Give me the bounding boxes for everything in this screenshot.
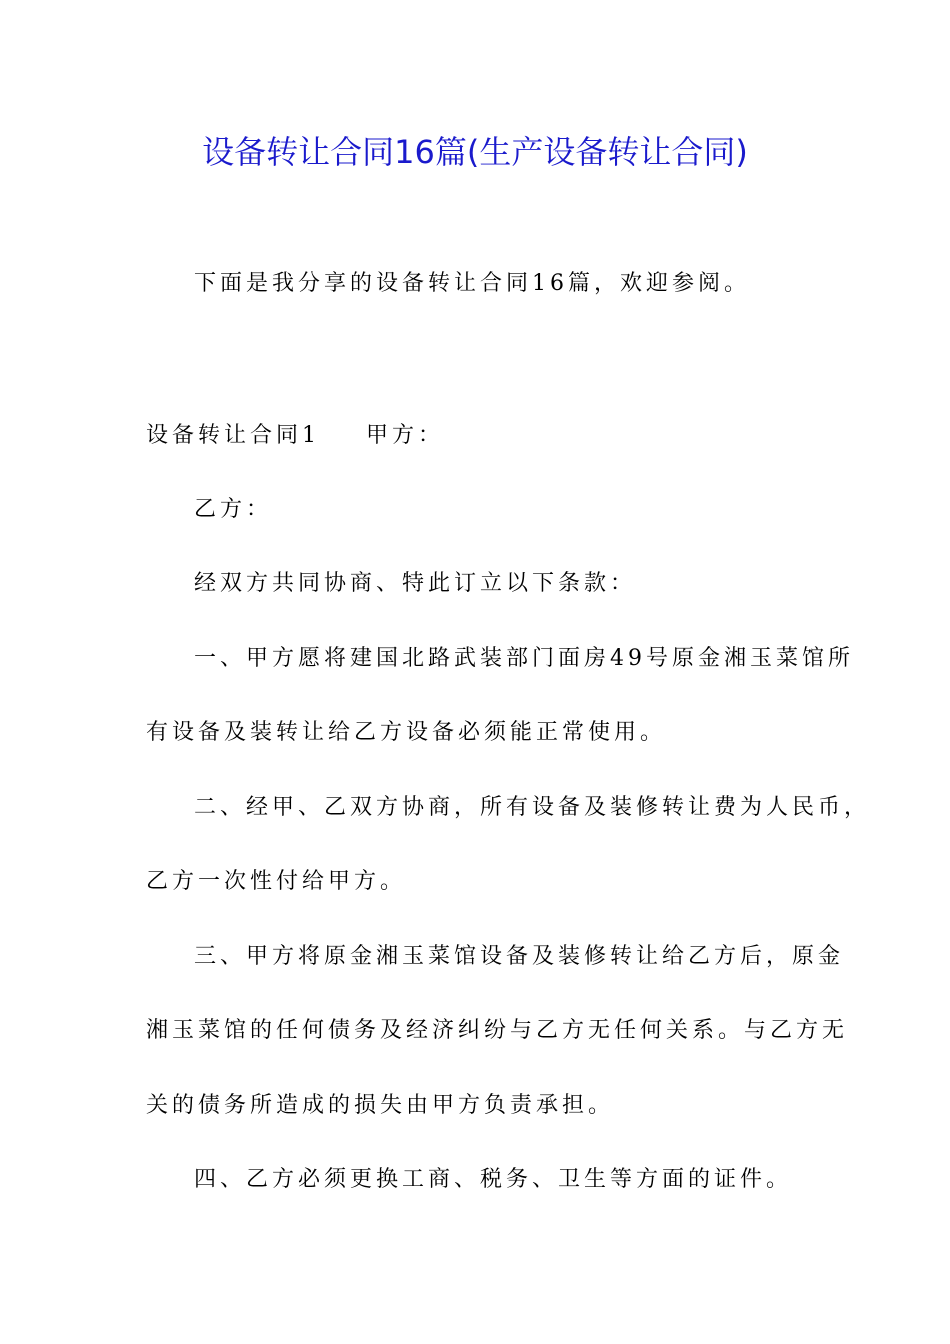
clause-2-line-2: 乙方一次性付给甲方。 [146, 869, 407, 894]
document-title: 设备转让合同16篇(生产设备转让合同) [202, 133, 748, 171]
intro-paragraph: 下面是我分享的设备转让合同16篇，欢迎参阅。 [194, 271, 750, 296]
party-b-label: 乙方： [194, 497, 273, 522]
preamble-paragraph: 经双方共同协商、特此订立以下条款： [194, 571, 637, 596]
clause-3-line-2: 湘玉菜馆的任何债务及经济纠纷与乙方无任何关系。与乙方无 [146, 1018, 849, 1043]
clause-1-line-2: 有设备及装转让给乙方设备必须能正常使用。 [146, 720, 667, 745]
clause-2-line-1: 二、经甲、乙双方协商，所有设备及装修转让费为人民币， [194, 795, 871, 820]
clause-3-line-1: 三、甲方将原金湘玉菜馆设备及装修转让给乙方后，原金 [194, 944, 845, 969]
clause-3-line-3: 关的债务所造成的损失由甲方负责承担。 [146, 1093, 615, 1118]
section-heading: 设备转让合同1 [146, 423, 320, 448]
party-a-label: 甲方： [366, 423, 445, 448]
section-heading-line [146, 420, 444, 452]
clause-1-line-1: 一、甲方愿将建国北路武装部门面房49号原金湘玉菜馆所 [194, 646, 854, 671]
clause-4-line-1: 四、乙方必须更换工商、税务、卫生等方面的证件。 [194, 1167, 793, 1192]
